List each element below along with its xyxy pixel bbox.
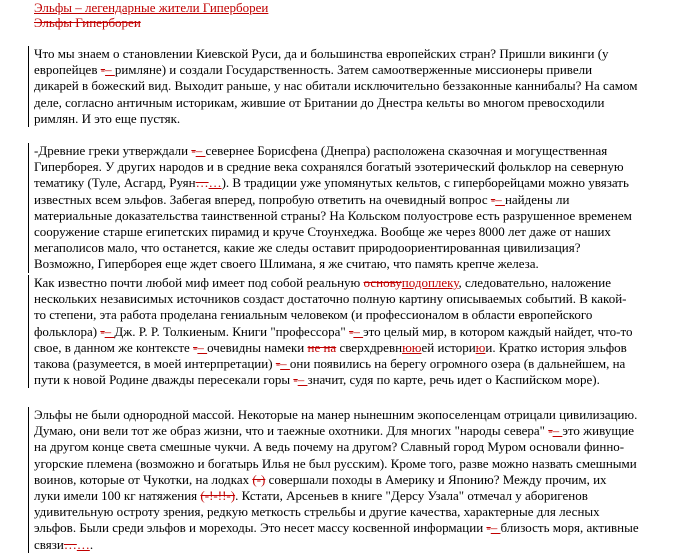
text-run: . Кстати, Арсеньев в книге "Дерсу Узала" отмечал у аборигенов xyxy=(235,488,588,504)
text-line xyxy=(34,175,666,191)
text-run: ей истори xyxy=(421,339,476,355)
text-run: фольклора) xyxy=(34,323,101,339)
text-line xyxy=(34,340,666,356)
text-run: угорские племена (возможно и богатырь Илья не был русским). Кроме того, разве можно назвать смешными xyxy=(34,455,637,471)
deleted-text: - xyxy=(193,339,198,355)
deleted-text: … xyxy=(195,175,209,191)
text-line xyxy=(34,240,666,256)
inserted-text: – xyxy=(490,520,501,536)
text-run: на другом конце света смешные чукчи. А ведь почему на другом? Славный город Муром основали финно- xyxy=(34,439,625,455)
text-line xyxy=(34,423,666,439)
text-run: материальные доказательства таинственной страны? На Кольском полуострове есть разрушенное временем xyxy=(34,207,632,223)
text-run: мегаполисов мало, что останется, какие же следы оставит природоориентированная цивилизация? xyxy=(34,240,581,256)
text-run: очевидны намеки xyxy=(207,339,308,355)
text-line xyxy=(34,439,666,455)
text-run: нескольких независимых источников создаст достаточно полную картину описываемых событий. В какой- xyxy=(34,291,627,307)
deleted-text: - xyxy=(100,62,106,78)
text-line xyxy=(34,456,666,472)
text-line xyxy=(34,111,666,127)
text-run: Эльфы не были однородной массой. Некоторые на манер нынешним экопоселенцам отрицали цивилизацию. xyxy=(34,407,638,422)
text-line xyxy=(34,95,666,111)
deleted-text: - xyxy=(486,520,491,536)
text-line xyxy=(34,291,666,307)
text-run: Что мы знаем о становлении Киевской Руси, да и большинства европейских стран? Пришли викинги (у xyxy=(34,46,609,61)
title-deleted: Эльфы Гипербореи xyxy=(34,15,141,30)
text-run: удивительную остроту зрения, редкую меткость стрельбы и другие качества, характерные для лесных xyxy=(34,504,600,520)
inserted-text: – xyxy=(105,62,115,78)
deleted-text: - xyxy=(548,423,553,439)
text-run: такова (разумеется, в моей интерпретации) xyxy=(34,356,276,372)
inserted-text: … xyxy=(208,175,222,191)
text-line xyxy=(34,159,666,175)
inserted-text: – xyxy=(353,323,364,339)
paragraph-2 xyxy=(34,143,666,273)
text-run: то степени, эта работа проделана гениальным человеком (и профессионалом в области европейского xyxy=(34,307,593,323)
deleted-text: (-) xyxy=(252,471,266,487)
text-run: севернее Борисфена (Днепра) расположена сказочная и могущественная xyxy=(205,143,608,158)
text-run: Гиперборея. У других народов и в средние века сохранялся богатый эзотерический фольклор на северную xyxy=(34,159,624,175)
text-line xyxy=(34,143,666,159)
change-bar xyxy=(28,46,29,127)
text-line xyxy=(34,78,666,94)
text-run: дикарей в божеский вид. Выходит раньше, у нас обитали исключительно беззаконные каннибалы? На самом xyxy=(34,78,638,94)
paragraph-1 xyxy=(34,46,666,127)
text-line xyxy=(34,372,666,388)
inserted-text: подоплеку xyxy=(401,275,459,290)
inserted-text: – xyxy=(495,191,505,207)
text-run: воинов, которые от Чукотки, на лодках xyxy=(34,471,253,487)
text-line xyxy=(34,504,666,520)
text-line xyxy=(34,520,666,536)
text-line xyxy=(34,356,666,372)
text-run: ). В традиции уже упомянутых кельтов, с гиперборейцами можно увязать xyxy=(221,175,629,191)
text-line xyxy=(34,307,666,323)
deleted-text: (-!-!!-) xyxy=(200,488,236,504)
text-line xyxy=(34,224,666,240)
text-line xyxy=(34,275,666,291)
paragraph-3 xyxy=(34,275,666,388)
deleted-text: основу xyxy=(363,275,402,290)
text-run: пути к новой Родине дважды пересекали горы xyxy=(34,372,294,388)
text-run: тематику (Туле, Асгард, Руян xyxy=(34,175,196,191)
text-run: найдены ли xyxy=(504,191,570,207)
text-line xyxy=(34,472,666,488)
text-run: свое, в данном же контексте xyxy=(34,339,194,355)
inserted-text: юю xyxy=(402,339,422,355)
deleted-text: - xyxy=(349,323,354,339)
text-run: сверхдревн xyxy=(336,339,403,355)
text-line xyxy=(34,537,666,553)
text-run: Возможно, Гиперборея еще ждет своего Шлимана, я же считаю, что память крепче железа. xyxy=(34,256,539,272)
inserted-text: – xyxy=(552,423,563,439)
text-run: они появились на берегу огромного озера (в дальнейшем, на xyxy=(289,356,626,372)
text-run: -Древние греки утверждали xyxy=(34,143,192,158)
paragraph-4 xyxy=(34,407,666,553)
text-run: деле, согласно античным историкам, жившие от Британии до Днестра кельты во многом превосходили xyxy=(34,94,605,110)
text-run: эльфов. Были среди эльфов и мореходы. Это несет массу косвенной информации xyxy=(34,520,487,536)
title-inserted: Эльфы – легендарные жители Гипербореи xyxy=(34,0,269,15)
text-run: европейцев xyxy=(34,62,101,78)
text-run: Думаю, они вели тот же образ жизни, что и таежные охотники. Для многих "народы севера" xyxy=(34,423,549,439)
inserted-text: – xyxy=(104,323,115,339)
text-line xyxy=(34,62,666,78)
text-run: связи xyxy=(34,536,64,552)
inserted-text: – xyxy=(280,356,290,372)
text-run: совершали походы в Америку и Японию? Между прочим, их xyxy=(265,471,607,487)
change-bar xyxy=(28,275,29,388)
text-run: . xyxy=(89,536,94,552)
text-run: римлян. И это еще пустяк. xyxy=(34,110,181,126)
text-line xyxy=(34,324,666,340)
deleted-text: - xyxy=(275,356,281,372)
deleted-text: … xyxy=(63,536,77,552)
text-run: это целый мир, в котором каждый найдет, что-то xyxy=(363,323,633,339)
text-line xyxy=(34,488,666,504)
deleted-text: - xyxy=(191,143,196,158)
change-bar xyxy=(28,407,29,553)
text-run: Дж. Р. Р. Толкиеным. Книги "профессора" xyxy=(114,323,349,339)
text-line xyxy=(34,407,666,423)
text-run: луки имели 100 кг натяжения xyxy=(34,488,201,504)
text-line xyxy=(34,192,666,208)
text-line xyxy=(34,46,666,62)
text-run: римляне) и создали Государственность. Затем самоотверженные миссионеры привели xyxy=(114,62,593,78)
inserted-text: ю xyxy=(475,339,486,355)
text-run: известных всем эльфов. Забегая вперед, попробую ответить на очевидный вопрос xyxy=(34,191,491,207)
text-run: значит, судя по карте, речь идет о Каспийском море). xyxy=(307,372,600,388)
document-title xyxy=(34,0,268,30)
change-bar xyxy=(28,143,29,273)
text-run: это живущие xyxy=(562,423,635,439)
text-line xyxy=(34,208,666,224)
deleted-text: не на xyxy=(307,339,337,355)
text-run: Как известно почти любой миф имеет под собой реальную xyxy=(34,275,364,290)
text-line xyxy=(34,256,666,272)
text-run: сооружение старше египетских пирамид и круче Стоунхеджа. Вообще же через 8000 лет даже от наших xyxy=(34,224,611,240)
inserted-text: – xyxy=(195,143,206,158)
deleted-text: - xyxy=(490,191,496,207)
deleted-text: - xyxy=(100,323,105,339)
text-run: и. Кратко история эльфов xyxy=(485,339,627,355)
text-run: близость моря, активные xyxy=(500,520,639,536)
inserted-text: … xyxy=(76,536,90,552)
text-run: , следовательно, наложение xyxy=(458,275,611,290)
deleted-text: - xyxy=(293,372,298,388)
inserted-text: – xyxy=(297,372,308,388)
inserted-text: – xyxy=(197,339,208,355)
